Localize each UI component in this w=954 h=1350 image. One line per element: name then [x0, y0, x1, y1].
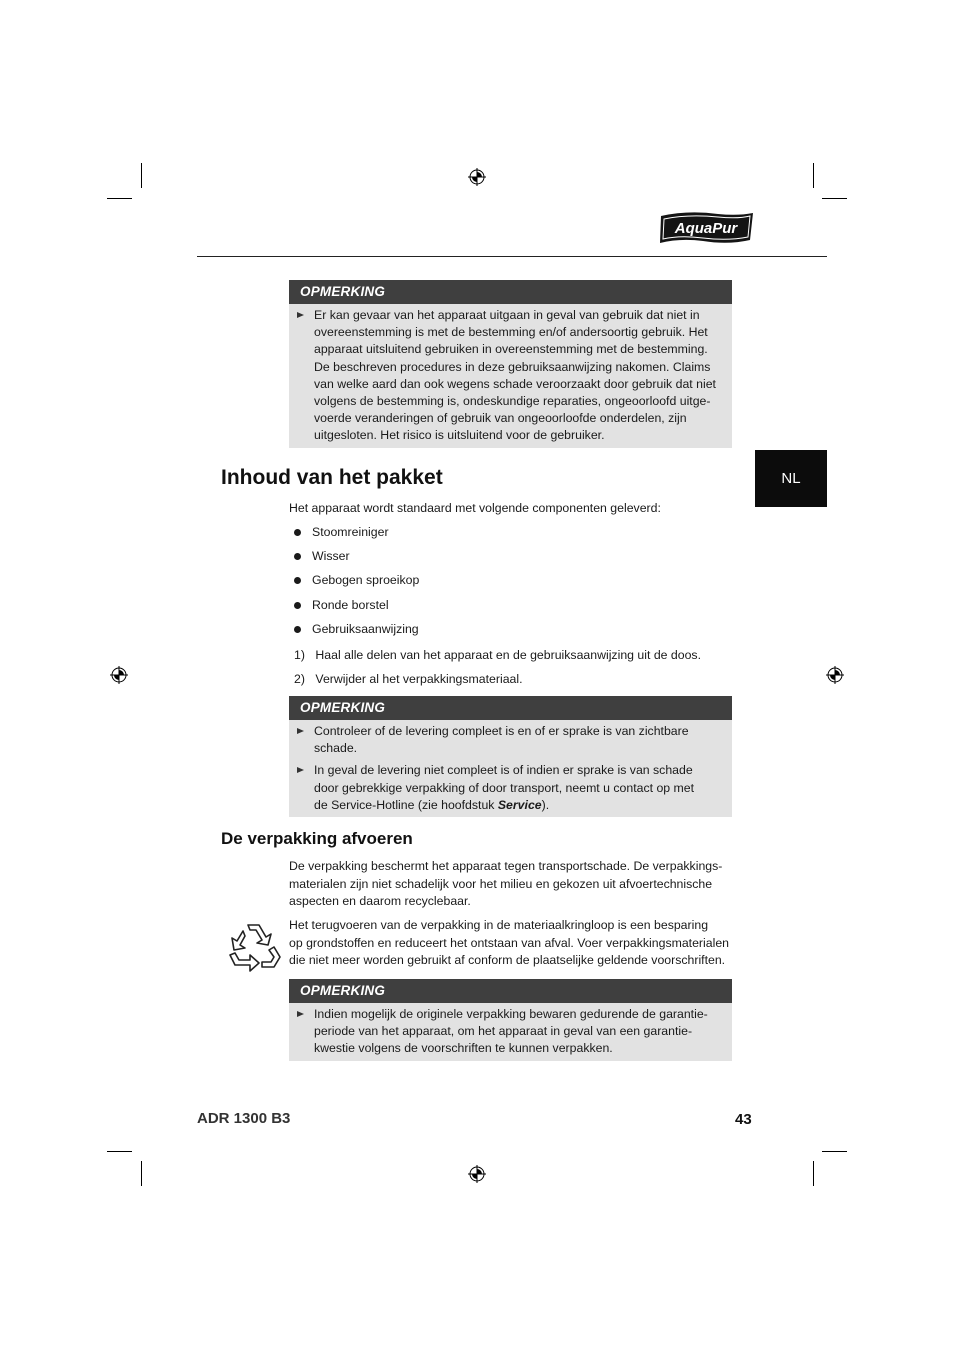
- list-item-label: Stoomreiniger: [312, 525, 389, 539]
- crop-mark: [107, 1151, 132, 1152]
- section-intro: Het apparaat wordt standaard met volgende componenten geleverd:: [289, 501, 661, 515]
- crop-mark: [813, 163, 814, 188]
- note-line: periode van het apparaat, om het apparaat in geval van een garantie-: [314, 1024, 693, 1039]
- crop-mark: [822, 1151, 847, 1152]
- header-rule: [197, 256, 827, 257]
- note-box: [289, 979, 732, 1061]
- note-item: [289, 723, 732, 757]
- note-line: overeenstemming is met de bestemming en/of andersoortig gebruik. Het: [314, 325, 708, 340]
- arrow-bullet-icon: [297, 312, 304, 318]
- note-box: [289, 280, 732, 448]
- paragraph: [289, 917, 729, 970]
- step-number: 2): [294, 672, 305, 686]
- bullet-icon: [294, 602, 301, 609]
- step-row: [294, 672, 523, 686]
- paragraph-line: die niet meer worden gebruikt af conform de plaatselijke geldende voorschriften.: [289, 953, 726, 968]
- step-number: 1): [294, 648, 305, 662]
- paragraph: [289, 858, 722, 911]
- brand-logo: [658, 210, 756, 246]
- registration-mark-icon: [826, 666, 844, 684]
- paragraph-line: Het terugvoeren van de verpakking in de materiaalkringloop is een besparing: [289, 918, 709, 932]
- crop-mark: [141, 163, 142, 188]
- chapter-reference: Service: [497, 797, 542, 812]
- crop-mark: [141, 1161, 142, 1186]
- registration-mark-icon: [110, 666, 128, 684]
- note-item: [289, 1006, 732, 1058]
- note-header: OPMERKING: [289, 696, 732, 720]
- step-text: Haal alle delen van het apparaat en de gebruiksaanwijzing uit de doos.: [315, 648, 701, 662]
- arrow-bullet-icon: [297, 1011, 304, 1017]
- crop-mark: [813, 1161, 814, 1186]
- note-line: [314, 797, 726, 814]
- list-item-label: Gebruiksaanwijzing: [312, 622, 419, 636]
- paragraph-line: materialen zijn niet schadelijk voor het milieu en gekozen uit afvoertechnische: [289, 876, 713, 891]
- note-line: kwestie volgens de voorschriften te kunnen verpakken.: [314, 1041, 613, 1056]
- bullet-icon: [294, 626, 301, 633]
- note-line: door gebrekkige verpakking of door transport, neemt u contact op met: [314, 780, 695, 795]
- note-item: [289, 307, 732, 445]
- paragraph-line: op grondstoffen en reduceert het ontstaan van afval. Voer verpakkingsmaterialen: [289, 935, 730, 950]
- crop-mark: [822, 198, 847, 199]
- note-line: Controleer of de levering compleet is en of er sprake is van zichtbare: [314, 724, 689, 738]
- list-item-label: Wisser: [312, 549, 350, 563]
- brand-logo-text: AquaPur: [674, 220, 738, 237]
- note-line: apparaat uitsluitend gebruiken in overeenstemming met de bestemming.: [314, 342, 708, 357]
- crop-mark: [107, 198, 132, 199]
- model-number: ADR 1300 B3: [197, 1110, 291, 1127]
- note-header: OPMERKING: [289, 979, 732, 1003]
- list-item-label: Ronde borstel: [312, 598, 389, 612]
- note-line: voerde veranderingen of gebruik van ongeoorloofde onderdelen, zijn: [314, 411, 687, 426]
- section-title: Inhoud van het pakket: [221, 466, 443, 489]
- step-text: Verwijder al het verpakkingsmateriaal.: [315, 672, 523, 686]
- note-line: volgens de bestemming is, ondeskundige reparaties, ongeoorloofd uitge-: [314, 394, 711, 409]
- note-line: De beschreven procedures in deze gebruiksaanwijzing nakomen. Claims: [314, 359, 711, 374]
- note-line: In geval de levering niet compleet is of indien er sprake is van schade: [314, 763, 693, 778]
- arrow-bullet-icon: [297, 728, 304, 734]
- recycle-icon: [226, 919, 284, 975]
- registration-mark-icon: [468, 168, 486, 186]
- note-header: OPMERKING: [289, 280, 732, 304]
- note-box: [289, 696, 732, 817]
- note-item: [289, 762, 732, 814]
- section-title: De verpakking afvoeren: [221, 829, 413, 848]
- note-text: ).: [541, 797, 550, 812]
- bullet-icon: [294, 577, 301, 584]
- note-line: schade.: [314, 741, 358, 756]
- step-row: [294, 648, 701, 662]
- note-line: van welke aard dan ook wegens schade veroorzaakt door gebruik dat niet: [314, 376, 716, 391]
- paragraph-line: De verpakking beschermt het apparaat tegen transportschade. De verpakkings-: [289, 859, 723, 873]
- note-line: Er kan gevaar van het apparaat uitgaan in geval van gebruik dat niet in: [314, 308, 700, 322]
- paragraph-line: aspecten en daarom recyclebaar.: [289, 894, 471, 909]
- language-tab: NL: [755, 450, 827, 507]
- registration-mark-icon: [468, 1165, 486, 1183]
- page-number: 43: [735, 1111, 752, 1128]
- note-line: uitgesloten. Het risico is uitsluitend voor de gebruiker.: [314, 428, 605, 443]
- bullet-icon: [294, 529, 301, 536]
- arrow-bullet-icon: [297, 767, 304, 773]
- note-text: de Service-Hotline (zie hoofdstuk: [314, 797, 498, 812]
- list-item-label: Gebogen sproeikop: [312, 573, 420, 587]
- bullet-icon: [294, 553, 301, 560]
- note-line: Indien mogelijk de originele verpakking bewaren gedurende de garantie-: [314, 1007, 708, 1021]
